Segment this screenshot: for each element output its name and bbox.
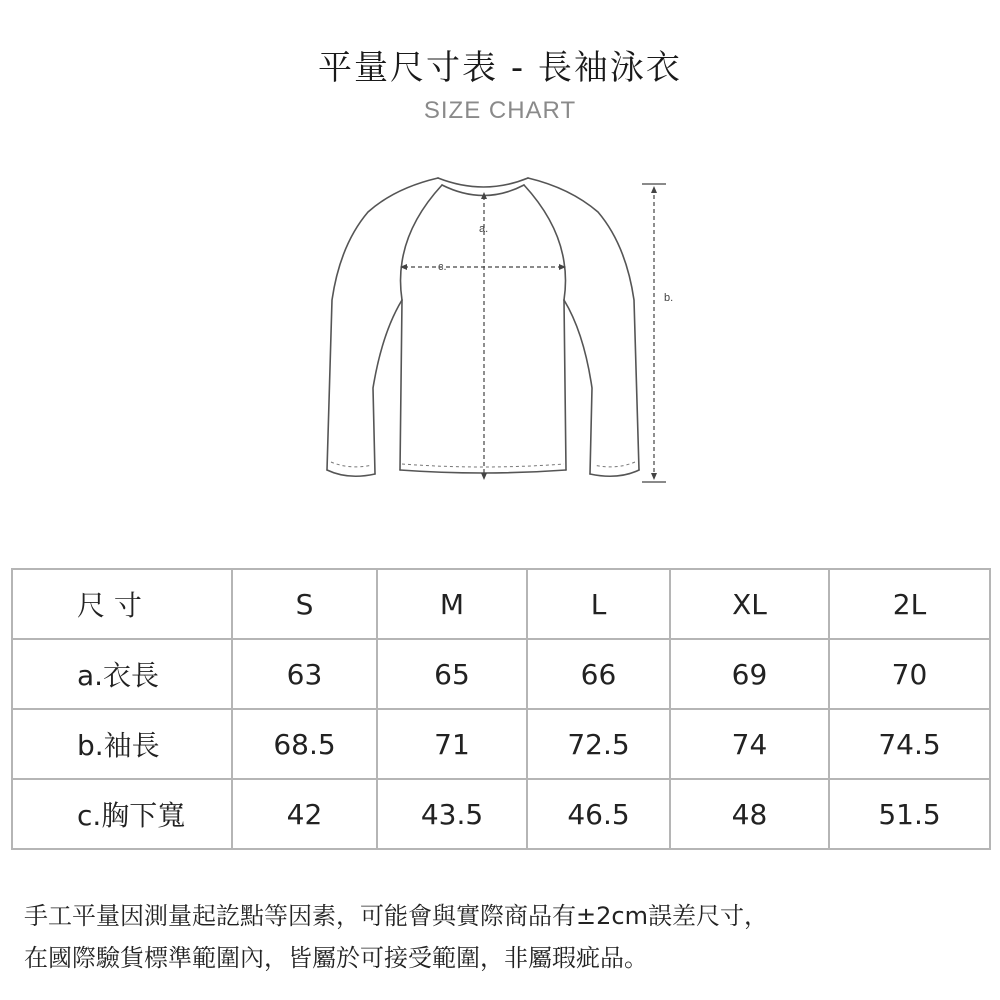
measure-a-label: a. bbox=[479, 223, 489, 235]
left-raglan-seam bbox=[401, 185, 443, 300]
table-cell: 65 bbox=[377, 639, 527, 709]
measure-b-line bbox=[642, 184, 666, 482]
table-header-label: 尺 寸 bbox=[12, 569, 232, 639]
right-sleeve-cuff bbox=[590, 470, 639, 476]
table-cell: 69 bbox=[670, 639, 829, 709]
measure-c-line bbox=[400, 264, 566, 270]
row-label-underbust: c.胸下寬 bbox=[12, 779, 232, 849]
note-line-2: 在國際驗貨標準範圍內，皆屬於可接受範圍，非屬瑕疵品。 bbox=[24, 944, 648, 972]
left-cuff-stitch bbox=[331, 462, 372, 467]
table-cell: 70 bbox=[829, 639, 990, 709]
note-line-1: 手工平量因測量起訖點等因素，可能會與實際商品有±2cm誤差尺寸， bbox=[24, 902, 768, 930]
right-raglan-seam bbox=[524, 185, 566, 300]
table-cell: 72.5 bbox=[527, 709, 670, 779]
table-row bbox=[12, 779, 990, 849]
page-subtitle: SIZE CHART bbox=[423, 97, 577, 124]
left-shoulder bbox=[327, 178, 438, 470]
table-header-row bbox=[12, 569, 990, 639]
row-label-length: a.衣長 bbox=[12, 639, 232, 709]
size-header-xl: XL bbox=[670, 569, 829, 639]
table-cell: 74.5 bbox=[829, 709, 990, 779]
size-header-2l: 2L bbox=[829, 569, 990, 639]
table-cell: 66 bbox=[527, 639, 670, 709]
right-cuff-stitch bbox=[594, 462, 635, 467]
garment-diagram bbox=[300, 160, 720, 500]
measure-a-line bbox=[481, 192, 487, 480]
size-header-s: S bbox=[232, 569, 377, 639]
table-cell: 46.5 bbox=[527, 779, 670, 849]
measurement-note bbox=[24, 895, 984, 979]
collar bbox=[438, 178, 528, 187]
measure-c-label: c. bbox=[438, 261, 447, 273]
table-cell: 71 bbox=[377, 709, 527, 779]
table-row bbox=[12, 639, 990, 709]
left-sleeve-cuff bbox=[327, 470, 375, 476]
body-hem bbox=[400, 470, 566, 473]
table-cell: 42 bbox=[232, 779, 377, 849]
size-header-l: L bbox=[527, 569, 670, 639]
hem-stitch bbox=[402, 464, 564, 467]
table-cell: 51.5 bbox=[829, 779, 990, 849]
size-header-m: M bbox=[377, 569, 527, 639]
right-sleeve-inner bbox=[564, 300, 592, 474]
row-label-sleeve: b.袖長 bbox=[12, 709, 232, 779]
table-row bbox=[12, 709, 990, 779]
left-sleeve-inner bbox=[373, 300, 402, 474]
table-cell: 43.5 bbox=[377, 779, 527, 849]
size-table bbox=[11, 568, 991, 850]
body-left-side bbox=[400, 300, 402, 470]
table-cell: 48 bbox=[670, 779, 829, 849]
body-right-side bbox=[564, 300, 566, 470]
page-title: 平量尺寸表 - 長袖泳衣 bbox=[318, 48, 682, 88]
right-shoulder bbox=[528, 178, 639, 470]
measure-b-label: b. bbox=[664, 292, 674, 304]
table-cell: 63 bbox=[232, 639, 377, 709]
table-cell: 74 bbox=[670, 709, 829, 779]
table-cell: 68.5 bbox=[232, 709, 377, 779]
